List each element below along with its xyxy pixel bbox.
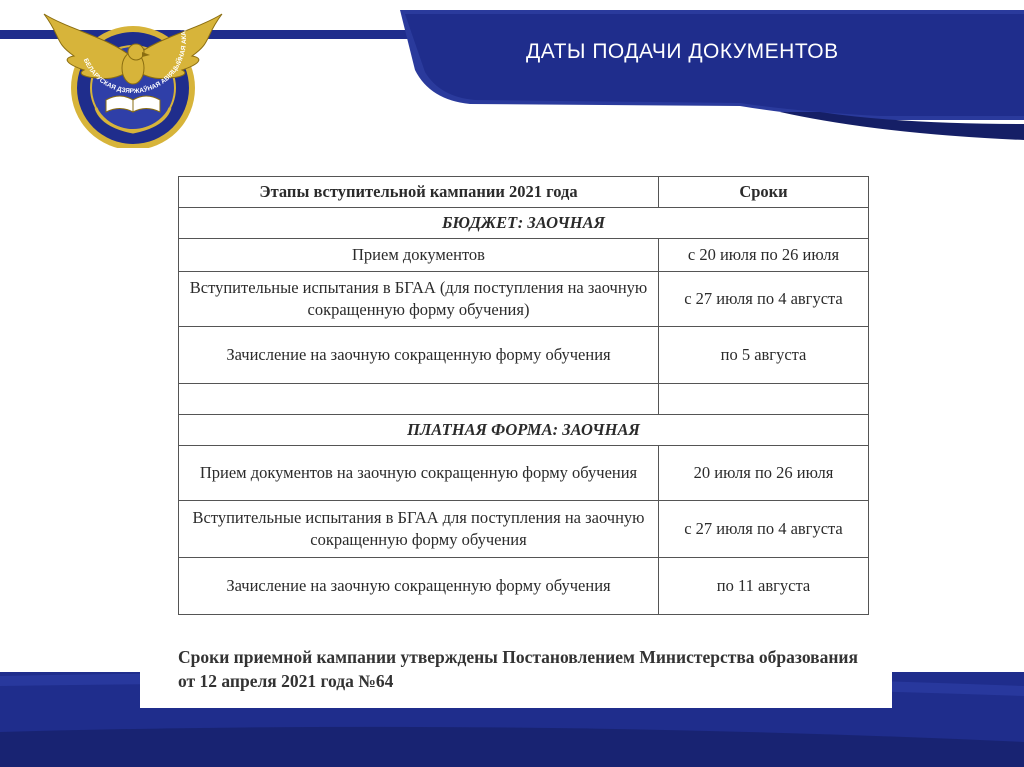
header-deadlines: Сроки — [659, 177, 869, 208]
stage-cell: Прием документов на заочную сокращенную форму обучения — [179, 446, 659, 501]
content-card — [140, 160, 892, 708]
academy-emblem-icon — [40, 8, 226, 148]
empty-cell — [659, 384, 869, 415]
deadline-cell: с 27 июля по 4 августа — [659, 272, 869, 327]
stage-cell: Прием документов — [179, 239, 659, 272]
deadline-cell: 20 июля по 26 июля — [659, 446, 869, 501]
section-row — [179, 208, 869, 239]
deadline-cell: по 11 августа — [659, 558, 869, 615]
table-row — [179, 558, 869, 615]
stage-cell: Вступительные испытания в БГАА для поступления на заочную сокращенную форму обучения — [179, 501, 659, 558]
stage-cell: Зачисление на заочную сокращенную форму обучения — [179, 327, 659, 384]
deadline-cell: с 20 июля по 26 июля — [659, 239, 869, 272]
page-title: ДАТЫ ПОДАЧИ ДОКУМЕНТОВ — [526, 40, 839, 63]
header-stages: Этапы вступительной кампании 2021 года — [179, 177, 659, 208]
deadline-cell: по 5 августа — [659, 327, 869, 384]
schedule-table — [178, 176, 869, 615]
table-row — [179, 239, 869, 272]
table-row — [179, 446, 869, 501]
blank-row — [179, 384, 869, 415]
table-row — [179, 327, 869, 384]
table-header-row — [179, 177, 869, 208]
svg-text:БЕЛАРУСКАЯ ДЗЯРЖАЎНАЯ АВІЯЦЫЙН: БЕЛАРУСКАЯ ДЗЯРЖАЎНАЯ АВІЯЦЫЙНАЯ АКАДЭМІЯ — [81, 10, 189, 96]
section-row — [179, 415, 869, 446]
table-row — [179, 272, 869, 327]
section-title-budget: БЮДЖЕТ: ЗАОЧНАЯ — [179, 208, 869, 239]
stage-cell: Зачисление на заочную сокращенную форму обучения — [179, 558, 659, 615]
table-row — [179, 501, 869, 558]
footnote: Сроки приемной кампании утверждены Постановлением Министерства образования от 12 апреля 2021 года №64 — [178, 647, 858, 691]
stage-cell: Вступительные испытания в БГАА (для поступления на заочную сокращенную форму обучения) — [179, 272, 659, 327]
deadline-cell: с 27 июля по 4 августа — [659, 501, 869, 558]
section-title-paid: ПЛАТНАЯ ФОРМА: ЗАОЧНАЯ — [179, 415, 869, 446]
empty-cell — [179, 384, 659, 415]
